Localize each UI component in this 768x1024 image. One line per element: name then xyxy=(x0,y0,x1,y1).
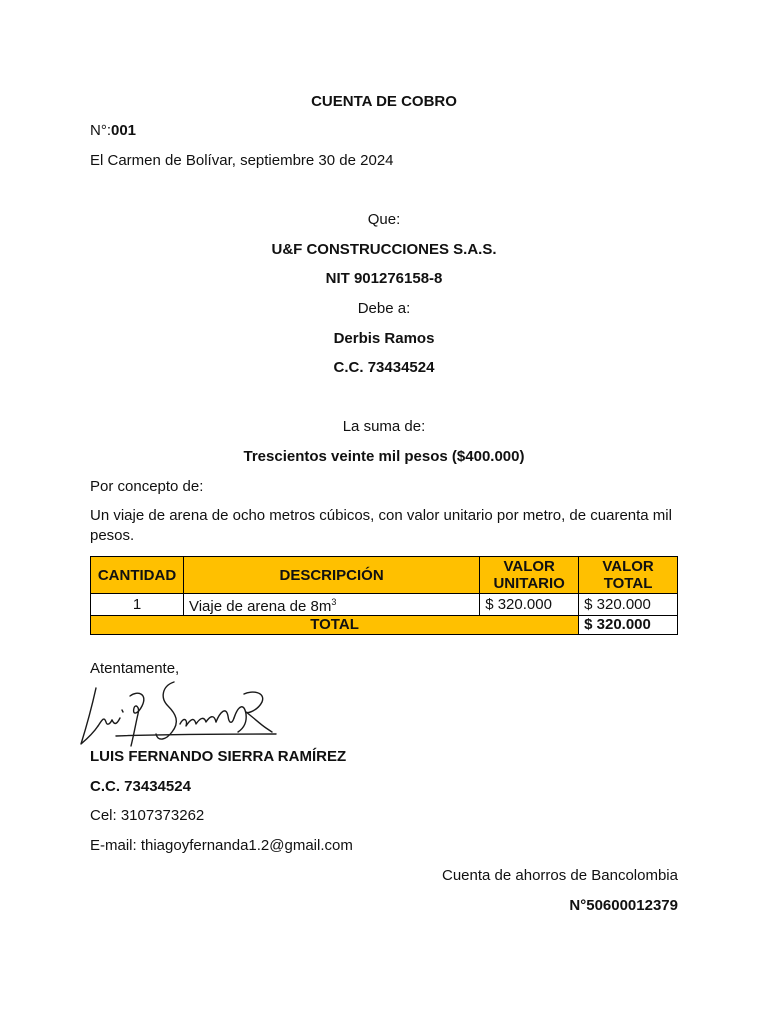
concepto-text: Un viaje de arena de ocho metros cúbicos, con valor unitario por metro, de cuarenta mil pesos. xyxy=(90,507,672,544)
concepto-label: Por concepto de: xyxy=(90,478,204,495)
debtor-nit: NIT 901276158-8 xyxy=(325,270,443,287)
total-value: $ 320.000 xyxy=(579,616,678,635)
header-descripcion: DESCRIPCIÓN xyxy=(183,557,479,594)
signature xyxy=(76,676,286,756)
amount-text: Trescientos veinte mil pesos ($400.000) xyxy=(243,448,525,465)
table-row xyxy=(91,594,678,616)
que-label: Que: xyxy=(367,211,401,228)
total-label: TOTAL xyxy=(91,616,579,635)
signer-phone: Cel: 3107373262 xyxy=(90,807,205,824)
debtor-name: U&F CONSTRUCCIONES S.A.S. xyxy=(271,241,497,258)
bank-account-number: N°50600012379 xyxy=(569,897,678,914)
signer-email: E-mail: thiagoyfernanda1.2@gmail.com xyxy=(90,837,353,854)
table-total-row xyxy=(91,616,678,635)
creditor-name: Derbis Ramos xyxy=(333,330,435,347)
header-valor-total xyxy=(579,557,678,594)
table-header-row xyxy=(91,557,678,594)
document-number xyxy=(90,122,678,140)
number-value: 001 xyxy=(111,122,137,139)
signer-cc: C.C. 73434524 xyxy=(90,778,191,795)
place-date: El Carmen de Bolívar, septiembre 30 de 2024 xyxy=(90,152,394,169)
salutation: Atentamente, xyxy=(90,660,180,677)
cell-descripcion xyxy=(183,594,479,616)
items-table xyxy=(90,556,678,635)
header-valor-unitario-line1: VALOR xyxy=(503,558,555,575)
signer-name: LUIS FERNANDO SIERRA RAMÍREZ xyxy=(90,748,347,765)
cell-cantidad: 1 xyxy=(91,594,184,616)
suma-label: La suma de: xyxy=(342,418,426,435)
creditor-cc: C.C. 73434524 xyxy=(333,359,435,376)
debe-label: Debe a: xyxy=(357,300,411,317)
cell-descripcion-superscript: 3 xyxy=(331,597,337,607)
number-label: N°: xyxy=(90,122,111,139)
document-title: CUENTA DE COBRO xyxy=(311,93,457,110)
cell-valor-total: $ 320.000 xyxy=(579,594,678,616)
header-valor-unitario xyxy=(480,557,579,594)
header-valor-total-line1: VALOR xyxy=(602,558,654,575)
cell-valor-unitario: $ 320.000 xyxy=(480,594,579,616)
header-valor-total-line2: TOTAL xyxy=(603,575,653,592)
header-valor-unitario-line2: UNITARIO xyxy=(493,575,565,592)
cell-descripcion-text: Viaje de arena de 8m xyxy=(188,598,332,615)
header-cantidad: CANTIDAD xyxy=(91,557,184,594)
bank-account-type: Cuenta de ahorros de Bancolombia xyxy=(442,867,678,884)
